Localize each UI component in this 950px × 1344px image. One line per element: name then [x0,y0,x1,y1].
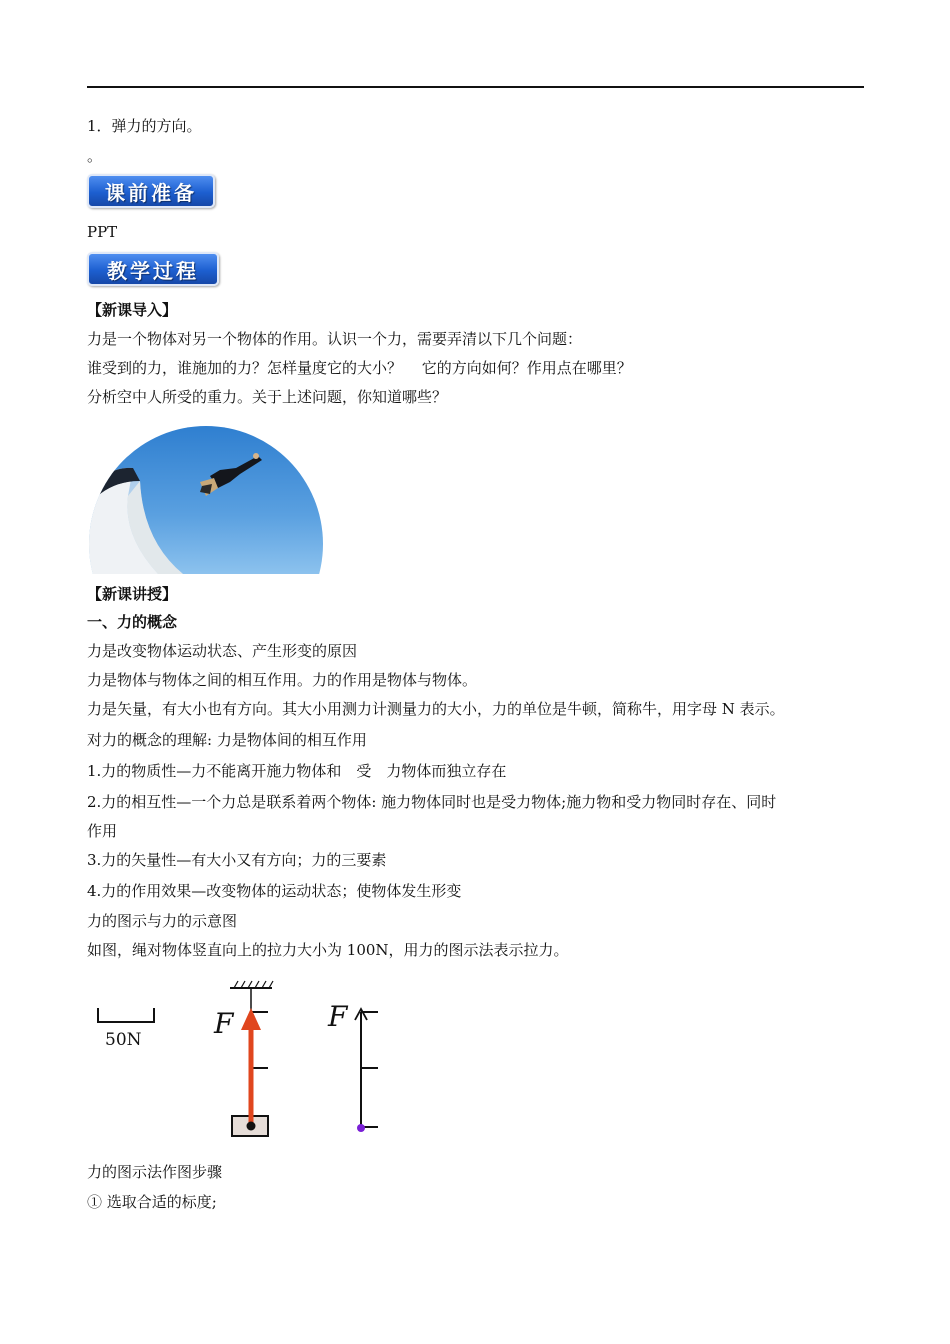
skateboarder-photo [88,426,324,574]
action-point [247,1122,256,1131]
lesson-line-10: 力的图示与力的示意图 [87,912,238,930]
lesson-line-6: 2.力的相互性—一个力总是联系着两个物体: 施力物体同时也是受力物体;施力物和受力物同时存在、同时 [87,793,777,811]
prep-text: PPT [87,223,118,241]
step-1: ① 选取合适的标度; [87,1193,217,1211]
trailing-period: 。 [87,147,103,165]
point-marker [357,1124,365,1132]
force-diagram-simple [327,1000,378,1132]
force-diagram [88,978,398,1140]
force-label-2: F [328,1000,348,1033]
scale-bar [98,1008,154,1050]
lesson-line-1: 力是改变物体运动状态、产生形变的原因 [87,642,358,660]
lesson-line-3: 力是矢量，有大小也有方向。其大小用测力计测量力的大小，力的单位是牛顿，简称牛，用字母 N 表示。 [87,700,785,718]
force-label-1: F [214,1007,234,1040]
intro-line-3: 分析空中人所受的重力。关于上述问题，你知道哪些？ [87,388,448,406]
section-1-title: 一、力的概念 [87,613,178,631]
intro-line-2: 谁受到的力，谁施加的力？怎样量度它的大小？ 它的方向如何？作用点在哪里？ [87,359,632,377]
lesson-line-5: 1.力的物质性—力不能离开施力物体和 受 力物体而独立存在 [87,762,507,780]
lesson-line-9: 4.力的作用效果—改变物体的运动状态；使物体发生形变 [87,882,462,900]
prep-badge: 课前准备 [87,174,215,208]
lesson-line-7: 作用 [87,822,118,840]
force-illustration-rope [213,981,273,1136]
lesson-line-8: 3.力的矢量性—有大小又有方向；力的三要素 [87,851,387,869]
process-badge: 教学过程 [87,252,219,286]
lesson-line-4: 对力的概念的理解: 力是物体间的相互作用 [87,731,367,749]
intro-heading: 【新课导入】 [87,301,178,319]
lesson-line-11: 如图，绳对物体竖直向上的拉力大小为 100N，用力的图示法表示拉力。 [87,941,569,959]
lesson-heading: 【新课讲授】 [87,585,178,603]
lesson-line-2: 力是物体与物体之间的相互作用。力的作用是物体与物体。 [87,671,478,689]
steps-heading: 力的图示法作图步骤 [87,1163,223,1181]
objective-item-1: 1．弹力的方向。 [87,117,202,135]
intro-line-1: 力是一个物体对另一个物体的作用。认识一个力，需要弄清以下几个问题： [87,330,583,348]
header-rule [87,86,864,88]
scale-label: 50N [105,1030,142,1050]
